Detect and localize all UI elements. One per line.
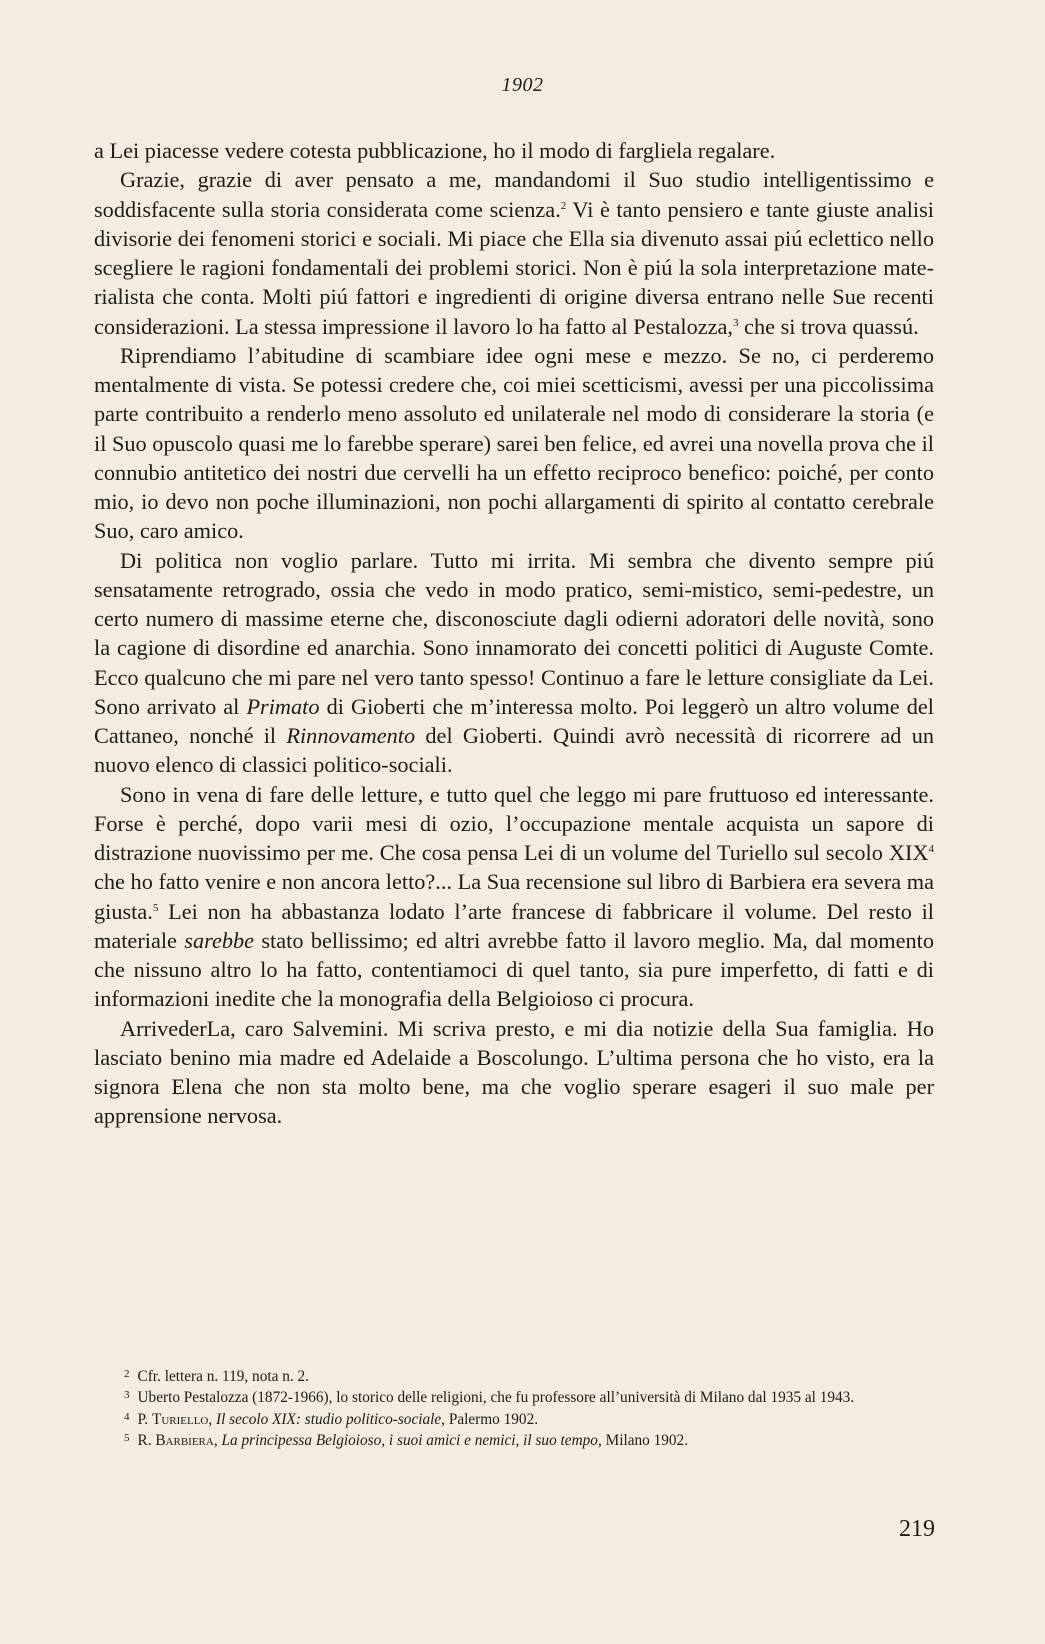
author-name: Barbiera bbox=[155, 1432, 214, 1450]
footnote-text: , Milano 1902. bbox=[597, 1432, 689, 1450]
italic-title: Il secolo XIX: studio politico-sociale bbox=[216, 1410, 442, 1428]
text-run: Sono in vena di fare delle letture, e tutto quel che leggo mi pare fruttuoso ed interessante. Forse è perché, dopo varii mesi di ozio, l’occupazione mentale acquista un sapore di distrazione nuovissimo per me. Che cosa pensa Lei di un volume del Turiello sul secolo XIX bbox=[94, 781, 934, 865]
paragraph bbox=[94, 136, 934, 165]
footnote-ref: 2 bbox=[560, 199, 567, 212]
running-head: 1902 bbox=[501, 74, 544, 96]
footnote-number: 5 bbox=[124, 1432, 130, 1445]
page-number: 219 bbox=[899, 1516, 935, 1542]
text-run: che si trova quassú. bbox=[738, 313, 919, 339]
text-run: ArrivederLa, caro Salvemini. Mi scriva presto, e mi dia notizie della Sua famiglia. Ho lasciato benino mia madre ed Adelaide a Boscolungo. L’ultima persona che ho visto, era la signora Elena che non sta molto bene, ma che voglio sperare esageri il suo male per apprensione nervosa. bbox=[94, 1015, 934, 1129]
footnote-ref: 3 bbox=[732, 316, 739, 329]
footnote bbox=[94, 1386, 934, 1407]
italic-title: sarebbe bbox=[184, 927, 255, 953]
footnote bbox=[94, 1365, 934, 1386]
footnote-ref: 5 bbox=[152, 901, 159, 914]
paragraph bbox=[94, 546, 934, 780]
footnote-ref: 4 bbox=[928, 843, 934, 855]
paragraph bbox=[94, 780, 934, 1014]
letter-body bbox=[94, 136, 934, 1131]
footnote-text: P. bbox=[137, 1410, 152, 1428]
text-run: di Gioberti che m’interessa molto. Poi leggerò un altro volume del Cattaneo, nonché il bbox=[94, 693, 934, 748]
text-run: stato bellissimo; ed altri avrebbe fatto il lavoro meglio. Ma, dal momento che nissuno altro lo ha fatto, contentiamoci di quel tanto, sia pure imperfetto, di fatti e di informazioni inedite che la monografia della Belgioioso ci procura. bbox=[94, 927, 934, 1012]
paragraph bbox=[94, 1014, 934, 1131]
text-run: Di politica non voglio parlare. Tutto mi irrita. Mi sembra che divento sempre piú sensatamente retrogrado, ossia che vedo in modo pratico, semi-mistico, semi-pedestre, un certo numero di massime eterne che, disconosciute dagli odierni adoratori delle novità, sono la cagione di disordine ed anarchia. Sono innamorato dei concetti politici di Auguste Comte. Ecco qualcuno che mi pare nel vero tanto spesso! Continuo a fare le letture consigliate da Lei. Sono arrivato al bbox=[94, 547, 934, 719]
italic-title: Rinnovamento bbox=[286, 723, 416, 748]
footnote-number: 2 bbox=[124, 1368, 130, 1380]
footnote-text: Uberto Pestalozza (1872-1966), lo storico delle religioni, che fu professore all’università di Milano dal 1935 al 1943. bbox=[137, 1389, 855, 1407]
footnote bbox=[94, 1429, 934, 1450]
text-run: che ho fatto venire e non ancora letto?... La Sua recensione sul libro di Barbiera era severa ma giusta. bbox=[94, 869, 934, 924]
footnotes bbox=[94, 1365, 934, 1451]
author-name: Turiello bbox=[151, 1410, 209, 1428]
italic-title: La principessa Belgioioso, i suoi amici e nemici, il suo tempo bbox=[221, 1432, 598, 1450]
text-run: Grazie, grazie di aver pensato a me, mandandomi il Suo studio intelligentissimo e soddisfacente sulla storia considerata come scienza. bbox=[94, 167, 934, 222]
paragraph bbox=[94, 341, 934, 546]
italic-title: Primato bbox=[246, 693, 320, 719]
footnote-text: Cfr. lettera n. 119, nota n. 2. bbox=[137, 1368, 309, 1385]
footnote-number: 3 bbox=[124, 1389, 130, 1402]
footnote-text: , Palermo 1902. bbox=[441, 1410, 539, 1428]
text-run: del Gioberti. Quindi avrò necessità di ricorrere ad un nuovo elenco di classici politico-sociali. bbox=[94, 723, 934, 778]
text-run: Vi è tanto pensiero e tante giuste analisi divisorie dei fenomeni storici e sociali. Mi piace che Ella sia divenuto assai piú eclettico nello scegliere le ragioni fondamentali dei problemi storici. Non è piú la sola interpretazione materialista che conta. Molti piú fattori e ingredienti di origine diversa entrano nelle Sue recenti considerazioni. La stessa impressione il lavoro lo ha fatto al Pestalozza, bbox=[94, 196, 934, 339]
footnote bbox=[94, 1408, 934, 1429]
text-run: Lei non ha abbastanza lodato l’arte francese di fabbricare il volume. Del resto il materiale bbox=[94, 898, 934, 953]
paragraph bbox=[94, 165, 934, 341]
text-run: Riprendiamo l’abitudine di scambiare idee ogni mese e mezzo. Se no, ci perderemo mentalmente di vista. Se potessi credere che, coi miei scetticismi, avessi per una piccolissima parte contribuito a renderlo meno assoluto ed unilaterale nel modo di considerare la storia (e il Suo opuscolo quasi me lo farebbe sperare) sarei ben felice, ed avrei una novella prova che il connubio antitetico dei nostri due cervelli ha un effetto reciproco benefico: poiché, per conto mio, io devo non poche illuminazioni, non pochi allargamenti di spirito al contatto cerebrale Suo, caro amico. bbox=[94, 342, 934, 544]
text-run: a Lei piacesse vedere cotesta pubblicazione, ho il modo di fargliela regalare. bbox=[94, 138, 776, 163]
footnote-text: , bbox=[213, 1432, 222, 1450]
footnote-number: 4 bbox=[124, 1410, 130, 1423]
footnote-text: , bbox=[208, 1410, 217, 1428]
footnote-text: R. bbox=[137, 1432, 156, 1450]
